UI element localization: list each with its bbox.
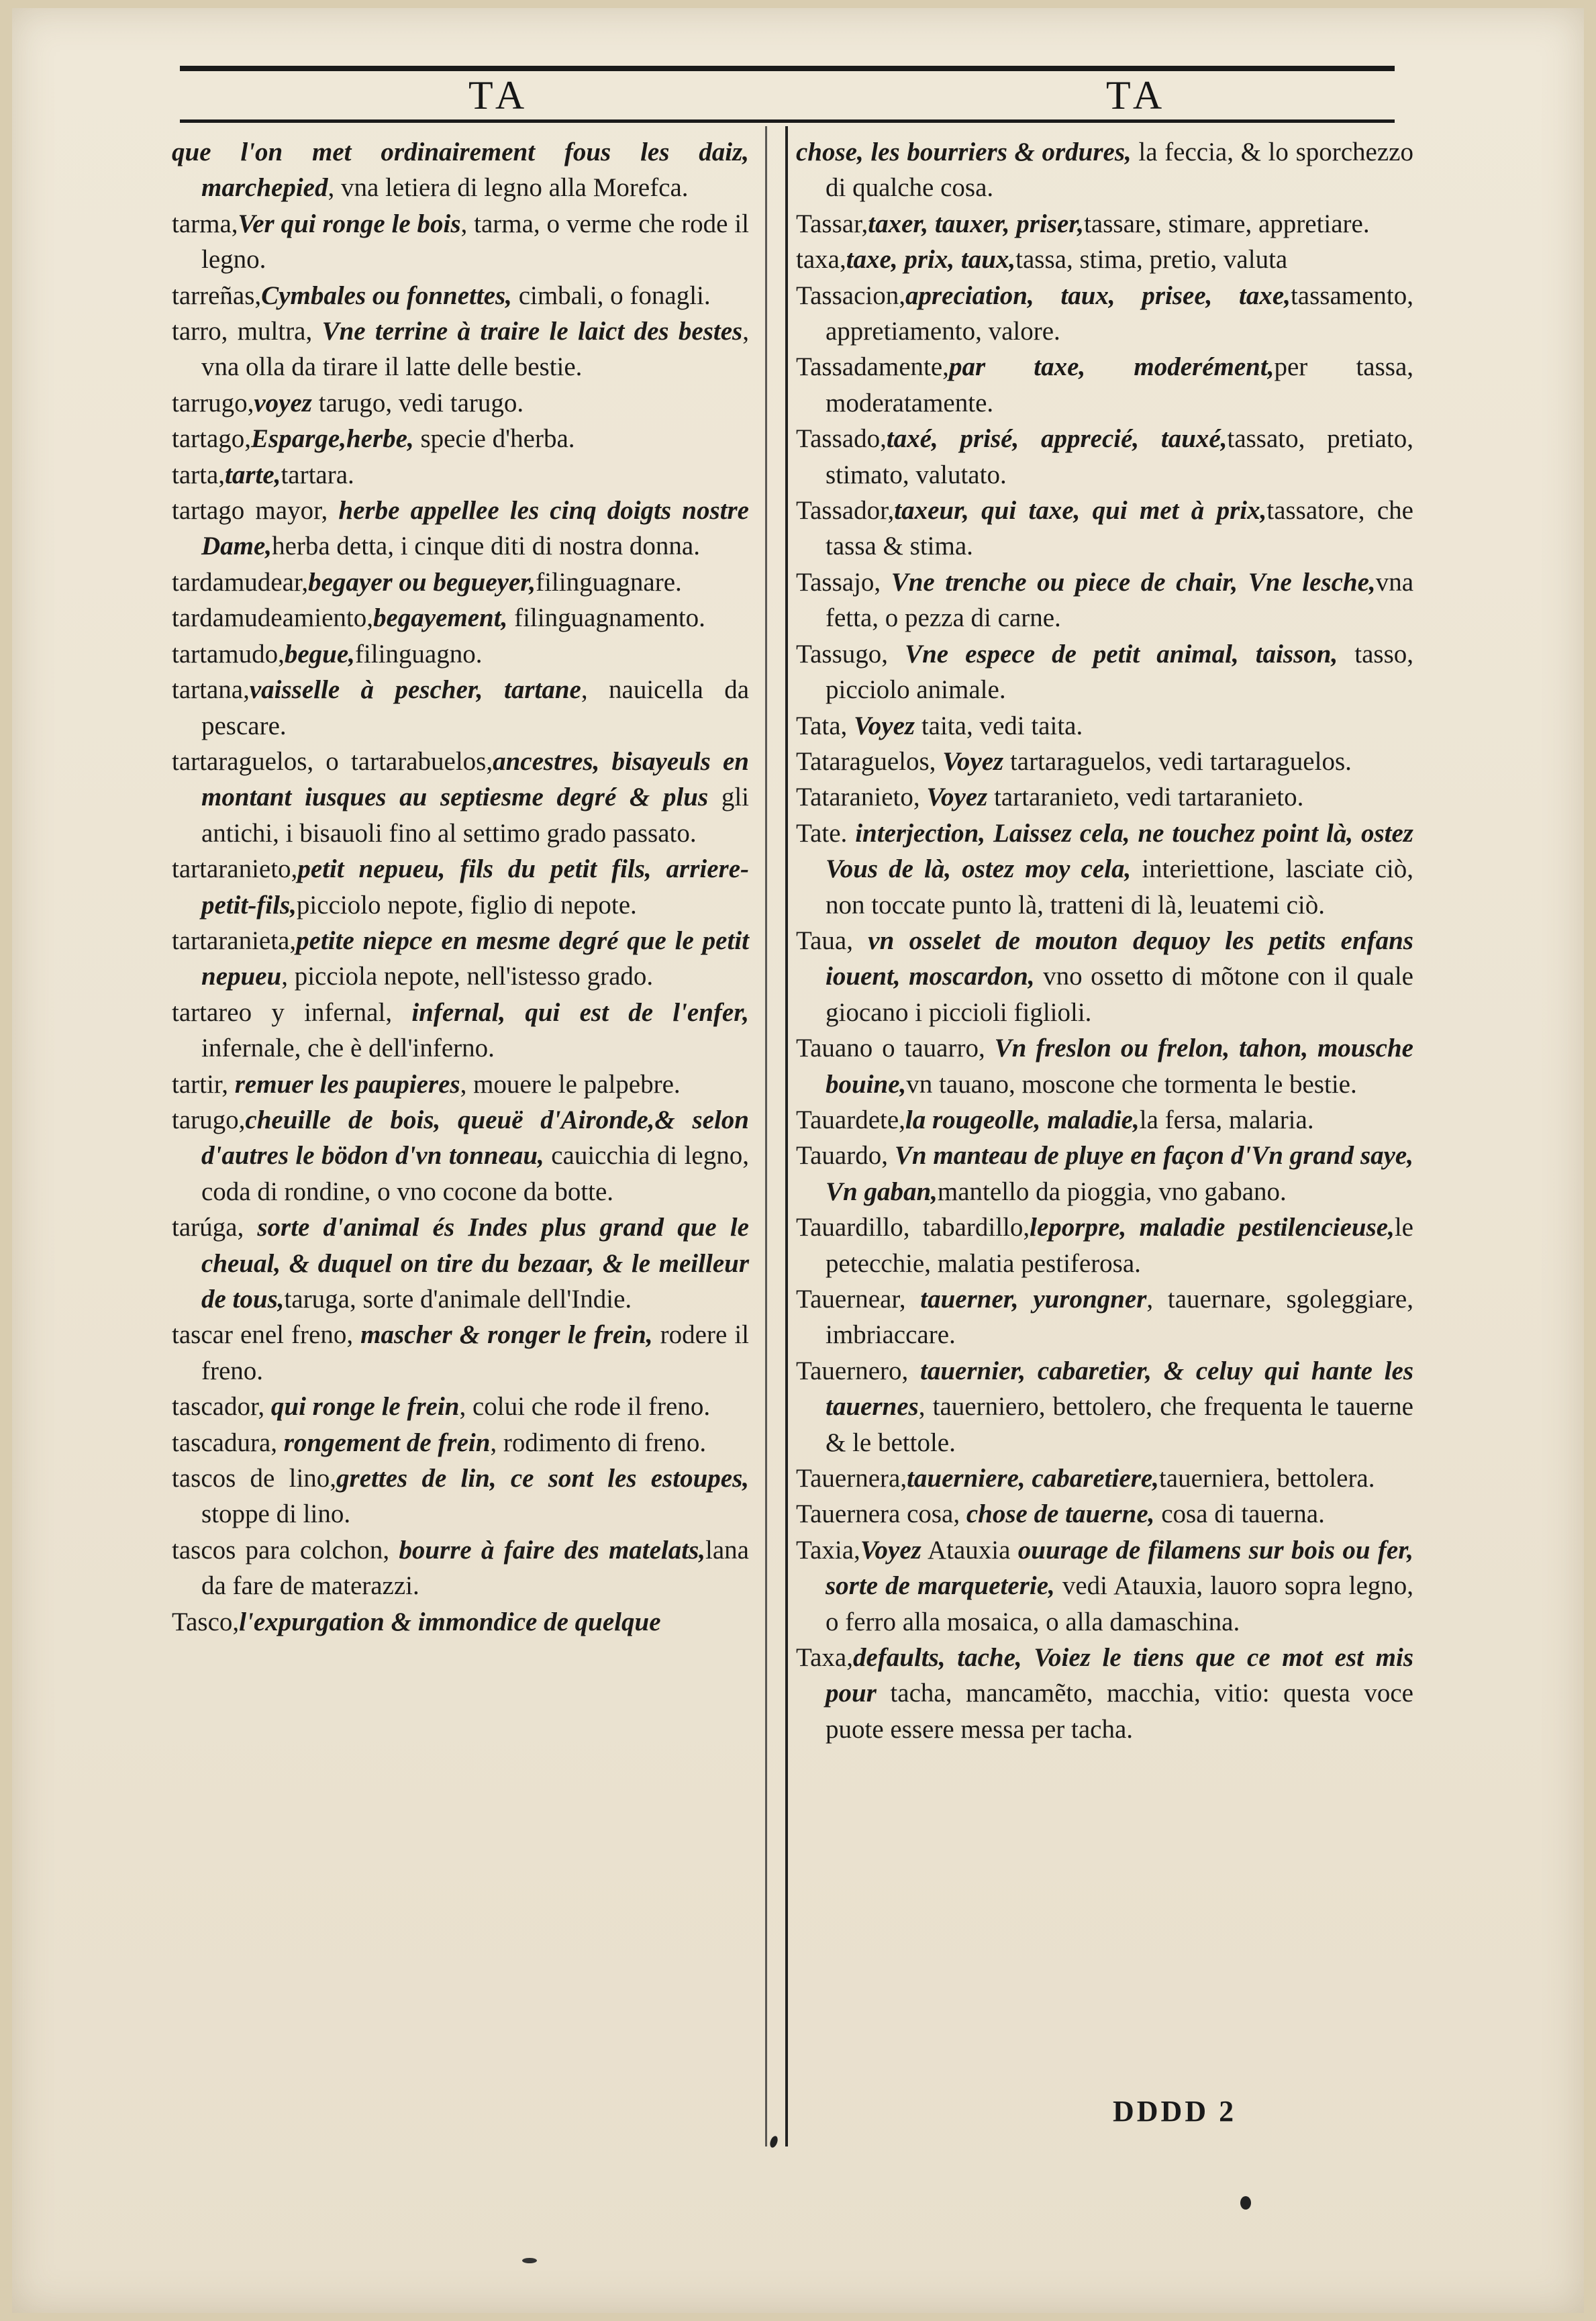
entry-french-gloss: que l'on met ordinairement fous les daiz, marchepied bbox=[172, 138, 749, 203]
dictionary-entry bbox=[796, 636, 1413, 708]
entry-italian-gloss: filinguagnamento. bbox=[507, 603, 705, 633]
entry-headword: Tassugo, bbox=[796, 639, 905, 669]
running-head-right: TA bbox=[1106, 73, 1168, 117]
entry-italian-gloss: filinguagnare. bbox=[536, 567, 682, 597]
dictionary-entry bbox=[172, 672, 749, 744]
entry-italian-gloss: la feccia, & lo sporchezzo di qualche cosa. bbox=[826, 138, 1413, 203]
entry-french-gloss: taxeur, qui taxe, qui met à prix, bbox=[894, 496, 1267, 526]
entry-headword: tascadura, bbox=[172, 1428, 284, 1457]
entry-headword: Tauardo, bbox=[796, 1141, 895, 1171]
dictionary-entry bbox=[796, 349, 1413, 421]
dictionary-entry bbox=[172, 206, 749, 278]
dictionary-entry bbox=[796, 1102, 1413, 1138]
entry-french-gloss: chose de tauerne, bbox=[966, 1499, 1155, 1529]
entry-french-gloss: Vn manteau de pluye en façon d'Vn grand saye, Vn gaban, bbox=[826, 1141, 1413, 1206]
dictionary-entry bbox=[172, 1317, 749, 1389]
entry-french-gloss: tauerner, yurongner bbox=[920, 1285, 1147, 1314]
entry-headword: tarreñas, bbox=[172, 281, 262, 310]
entry-french-gloss: begue, bbox=[284, 639, 355, 669]
dictionary-entry bbox=[172, 995, 749, 1067]
entry-italian-gloss: tartaranieto, vedi tartaranieto. bbox=[987, 783, 1304, 812]
entry-headword: Tassadamente, bbox=[796, 352, 949, 382]
entry-french-gloss: taxé, prisé, apprecié, tauxé, bbox=[886, 424, 1228, 454]
entry-italian-gloss: tassatore, che tassa & stima. bbox=[826, 496, 1413, 561]
entry-french-gloss: apreciation, taux, prisee, taxe, bbox=[905, 281, 1291, 310]
entry-headword: Tata, bbox=[796, 711, 854, 740]
entry-italian-gloss: , tauernare, sgoleggiare, imbriaccare. bbox=[826, 1285, 1413, 1350]
entry-french-gloss: qui ronge le frein bbox=[270, 1392, 460, 1422]
dictionary-entry bbox=[796, 1030, 1413, 1102]
dictionary-entry bbox=[172, 1102, 749, 1209]
entry-italian-gloss: tassamento, appretiamento, valore. bbox=[826, 281, 1413, 346]
dictionary-entry bbox=[796, 134, 1413, 206]
entry-headword: tarro, multra, bbox=[172, 317, 322, 346]
entry-italian-gloss: tauerniera, bettolera. bbox=[1158, 1464, 1375, 1493]
entry-headword: Tauernera cosa, bbox=[796, 1499, 966, 1529]
entry-french-gloss: interjection, Laissez cela, ne touchez point là, ostez Vous de là, ostez moy cela, bbox=[826, 818, 1413, 884]
dictionary-entry bbox=[796, 1461, 1413, 1496]
entry-headword: tartir, bbox=[172, 1069, 235, 1099]
entry-french-gloss: Voyez bbox=[942, 746, 1004, 776]
entry-headword: Taxa, bbox=[796, 1643, 853, 1673]
dictionary-entry bbox=[172, 313, 749, 385]
entry-french-gloss: Esparge,herbe, bbox=[251, 424, 414, 454]
entry-headword: tarta, bbox=[172, 460, 226, 489]
entry-french-gloss: tauerniere, cabaretiere, bbox=[907, 1464, 1159, 1493]
dictionary-entry bbox=[796, 1640, 1413, 1747]
entry-french-gloss: defaults, tache, Voiez le tiens que ce mot est mis pour bbox=[826, 1643, 1413, 1708]
dictionary-entry bbox=[172, 1389, 749, 1424]
entry-french-gloss: Vne terrine à traire le laict des bestes bbox=[321, 317, 743, 346]
entry-french-gloss: vaisselle à pescher, tartane bbox=[249, 675, 581, 705]
entry-headword: tascos para colchon, bbox=[172, 1535, 399, 1565]
entry-headword: tascos de lino, bbox=[172, 1464, 337, 1493]
entry-italian-gloss: vna fetta, o pezza di carne. bbox=[826, 567, 1413, 633]
entry-italian-gloss: tasso, picciolo animale. bbox=[826, 639, 1414, 705]
entry-headword: tartamudo, bbox=[172, 639, 285, 669]
column-divider-inner bbox=[765, 126, 767, 2146]
dictionary-entry bbox=[796, 421, 1413, 493]
entry-headword: tarugo, bbox=[172, 1105, 246, 1134]
dictionary-entry bbox=[796, 278, 1413, 350]
dictionary-entry bbox=[172, 1067, 749, 1102]
dictionary-entry bbox=[796, 1532, 1413, 1640]
dictionary-entry bbox=[796, 744, 1413, 779]
entry-italian-gloss: tartara. bbox=[281, 460, 354, 489]
entry-headword: Tassajo, bbox=[796, 567, 891, 597]
dictionary-entry bbox=[172, 385, 749, 421]
dictionary-entry bbox=[172, 493, 749, 564]
entry-italian-gloss: gli antichi, i bisauoli fino al settimo grado passato. bbox=[201, 783, 749, 848]
entry-italian-gloss: cimbali, o fonagli. bbox=[511, 281, 711, 310]
entry-italian-gloss: taita, vedi taita. bbox=[915, 711, 1083, 740]
dictionary-entry bbox=[796, 564, 1413, 636]
entry-french-gloss: petite niepce en mesme degré que le petit nepueu bbox=[201, 926, 749, 991]
entry-italian-gloss: tarugo, vedi tarugo. bbox=[311, 388, 524, 417]
entry-headword: Tassar, bbox=[796, 209, 868, 238]
entry-french-gloss: Vne espece de petit animal, taisson, bbox=[905, 639, 1338, 669]
entry-italian-gloss: cauicchia di legno, coda di rondine, o vno cocone da botte. bbox=[201, 1141, 749, 1206]
dictionary-entry bbox=[172, 1209, 749, 1317]
entry-italian-gloss: rodere il freno. bbox=[201, 1320, 750, 1385]
entry-headword: Tauardete, bbox=[796, 1105, 905, 1134]
ink-speck bbox=[1240, 2196, 1251, 2210]
entry-italian-gloss: infernale, che è dell'inferno. bbox=[201, 1034, 495, 1063]
entry-french-gloss: cheuille de bois, queuë d'Aironde,& selon d'autres le bödon d'vn tonneau, bbox=[201, 1105, 749, 1171]
entry-headword: tardamudear, bbox=[172, 567, 309, 597]
entry-italian-gloss: tacha, mancamẽto, macchia, vitio: questa voce puote essere messa per tacha. bbox=[826, 1679, 1413, 1744]
entry-italian-gloss: picciolo nepote, figlio di nepote. bbox=[296, 890, 637, 920]
entry-italian-gloss: , tauerniero, bettolero, che frequenta le tauerne & le bettole. bbox=[826, 1392, 1413, 1457]
entry-french-gloss: vn osselet de mouton dequoy les petits enfans iouent, moscardon, bbox=[826, 926, 1413, 991]
entry-headword: tarúga, bbox=[172, 1213, 258, 1242]
dictionary-entry bbox=[172, 1461, 749, 1532]
entry-italian-gloss: , tarma, o verme che rode il legno. bbox=[201, 209, 749, 275]
entry-french-gloss: taxer, tauxer, priser, bbox=[868, 209, 1085, 238]
column-divider bbox=[785, 126, 788, 2146]
entry-french-gloss: Ver qui ronge le bois bbox=[238, 209, 461, 238]
ink-speck bbox=[768, 2135, 779, 2149]
entry-headword: Tauano o tauarro, bbox=[796, 1034, 995, 1063]
entry-headword: tascar enel freno, bbox=[172, 1320, 361, 1350]
header-rule-bottom bbox=[180, 119, 1395, 123]
entry-french-gloss: Voyez bbox=[860, 1535, 921, 1565]
entry-italian-gloss: Atauxia bbox=[921, 1535, 1018, 1565]
entry-headword: tartareo y infernal, bbox=[172, 997, 412, 1027]
running-head-left: TA bbox=[468, 73, 530, 117]
entry-italian-gloss: , mouere le palpebre. bbox=[460, 1069, 681, 1099]
entry-italian-gloss: filinguagno. bbox=[354, 639, 483, 669]
right-column bbox=[796, 134, 1413, 1747]
entry-headword: Taxia, bbox=[796, 1535, 860, 1565]
entry-italian-gloss: vno ossetto di mõtone con il quale giocano i piccioli figlioli. bbox=[826, 962, 1413, 1027]
entry-french-gloss: tauernier, cabaretier, & celuy qui hante les tauernes bbox=[826, 1356, 1413, 1422]
entry-italian-gloss: tassa, stima, pretio, valuta bbox=[1015, 245, 1288, 275]
entry-french-gloss: begayer ou begueyer, bbox=[308, 567, 536, 597]
dictionary-entry bbox=[796, 816, 1413, 923]
entry-french-gloss: Voyez bbox=[926, 783, 988, 812]
entry-french-gloss: bourre à faire des matelats, bbox=[399, 1535, 706, 1565]
entry-french-gloss: Vne trenche ou piece de chair, Vne lesche, bbox=[891, 567, 1376, 597]
dictionary-entry bbox=[172, 278, 749, 313]
entry-french-gloss: taxe, prix, taux, bbox=[846, 245, 1016, 275]
dictionary-entry bbox=[796, 493, 1413, 564]
entry-french-gloss: voyez bbox=[254, 388, 312, 417]
entry-italian-gloss: vedi Atauxia, lauoro sopra legno, o ferro alla mosaica, o alla damaschina. bbox=[826, 1571, 1414, 1636]
entry-headword: Tataraguelos, bbox=[796, 746, 943, 776]
entry-italian-gloss: le petecchie, malatia pestiferosa. bbox=[826, 1213, 1413, 1278]
entry-french-gloss: mascher & ronger le frein, bbox=[360, 1320, 653, 1350]
dictionary-entry bbox=[796, 779, 1413, 815]
entry-french-gloss: tarte, bbox=[225, 460, 281, 489]
entry-french-gloss: grettes de lin, ce sont les estoupes, bbox=[336, 1464, 749, 1493]
entry-headword: tartago mayor, bbox=[172, 496, 339, 526]
entry-french-gloss: ouurage de filamens sur bois ou fer, sorte de marqueterie, bbox=[826, 1535, 1413, 1601]
dictionary-entry bbox=[796, 923, 1413, 1030]
entry-french-gloss: leporpre, maladie pestilencieuse, bbox=[1030, 1213, 1395, 1242]
ink-speck bbox=[522, 2258, 537, 2263]
entry-italian-gloss: tassato, pretiato, stimato, valutato. bbox=[826, 424, 1413, 489]
entry-italian-gloss: vn tauano, moscone che tormenta le bestie. bbox=[906, 1069, 1357, 1099]
entry-french-gloss: Vn freslon ou frelon, tahon, mousche bouine, bbox=[826, 1034, 1413, 1099]
dictionary-entry bbox=[796, 1281, 1413, 1353]
entry-headword: tartana, bbox=[172, 675, 250, 705]
entry-italian-gloss: , colui che rode il freno. bbox=[459, 1392, 711, 1422]
entry-french-gloss: petit nepueu, fils du petit fils, arriere-petit-fils, bbox=[201, 854, 749, 920]
entry-headword: tartaranieta, bbox=[172, 926, 297, 955]
entry-italian-gloss: specie d'herba. bbox=[413, 424, 575, 454]
dictionary-entry bbox=[796, 242, 1413, 277]
entry-french-gloss: sorte d'animal és Indes plus grand que le cheual, & duquel on tire du bezaar, & le meilleur de tous, bbox=[201, 1213, 749, 1314]
entry-headword: Tauardillo, tabardillo, bbox=[796, 1213, 1030, 1242]
dictionary-entry bbox=[172, 923, 749, 995]
entry-italian-gloss: , vna letiera di legno alla Morefca. bbox=[328, 173, 689, 203]
entry-french-gloss: Cymbales ou fonnettes, bbox=[261, 281, 512, 310]
entry-headword: tarrugo, bbox=[172, 388, 254, 417]
entry-italian-gloss: cosa di tauerna. bbox=[1154, 1499, 1325, 1529]
entry-french-gloss: la rougeolle, maladie, bbox=[905, 1105, 1140, 1134]
dictionary-entry bbox=[172, 564, 749, 600]
dictionary-page bbox=[12, 8, 1584, 2313]
entry-headword: Tasco, bbox=[172, 1607, 240, 1636]
entry-headword: tartago, bbox=[172, 424, 252, 454]
entry-italian-gloss: , nauicella da pescare. bbox=[201, 675, 750, 740]
entry-french-gloss: infernal, qui est de l'enfer, bbox=[411, 997, 749, 1027]
entry-headword: Tassado, bbox=[796, 424, 887, 454]
entry-italian-gloss: stoppe di lino. bbox=[201, 1499, 351, 1529]
dictionary-entry bbox=[172, 1532, 749, 1604]
entry-italian-gloss: herba detta, i cinque diti di nostra donna. bbox=[272, 532, 700, 561]
entry-french-gloss: begayement, bbox=[372, 603, 508, 633]
dictionary-entry bbox=[796, 1138, 1413, 1209]
entry-italian-gloss: tartaraguelos, vedi tartaraguelos. bbox=[1003, 746, 1352, 776]
dictionary-entry bbox=[796, 1209, 1413, 1281]
dictionary-entry bbox=[796, 1496, 1413, 1532]
dictionary-entry bbox=[796, 1353, 1413, 1461]
dictionary-entry bbox=[172, 744, 749, 851]
entry-french-gloss: Voyez bbox=[854, 711, 915, 740]
entry-headword: tarma, bbox=[172, 209, 238, 238]
dictionary-entry bbox=[796, 206, 1413, 242]
entry-headword: Tauernear, bbox=[796, 1285, 921, 1314]
dictionary-entry bbox=[172, 600, 749, 636]
entry-headword: tardamudeamiento, bbox=[172, 603, 373, 633]
entry-italian-gloss: interiettione, lasciate ciò, non toccate punto là, tratteni di là, leuatemi ciò. bbox=[826, 854, 1413, 920]
entry-italian-gloss: taruga, sorte d'animale dell'Indie. bbox=[284, 1285, 632, 1314]
entry-headword: tartaraguelos, o tartarabuelos, bbox=[172, 746, 493, 776]
left-column bbox=[172, 134, 749, 1640]
entry-italian-gloss: la fersa, malaria. bbox=[1139, 1105, 1314, 1134]
dictionary-entry bbox=[172, 1425, 749, 1461]
entry-headword: taxa, bbox=[796, 245, 846, 275]
entry-french-gloss: ancestres, bisayeuls en montant iusques au septiesme degré & plus bbox=[201, 746, 749, 812]
entry-headword: Tassador, bbox=[796, 496, 895, 526]
entry-italian-gloss: tassare, stimare, appretiare. bbox=[1084, 209, 1370, 238]
entry-french-gloss: par taxe, moderément, bbox=[948, 352, 1275, 382]
entry-italian-gloss: , picciola nepote, nell'istesso grado. bbox=[281, 962, 654, 991]
dictionary-entry bbox=[172, 421, 749, 456]
entry-french-gloss: l'expurgation & immondice de quelque bbox=[239, 1607, 661, 1636]
entry-headword: Tauernera, bbox=[796, 1464, 907, 1493]
dictionary-entry bbox=[172, 457, 749, 493]
entry-italian-gloss: mantello da pioggia, vno gabano. bbox=[937, 1177, 1287, 1206]
entry-italian-gloss: per tassa, moderatamente. bbox=[826, 352, 1413, 417]
dictionary-entry bbox=[172, 1604, 749, 1640]
entry-headword: Tassacion, bbox=[796, 281, 905, 310]
entry-headword: Taua, bbox=[796, 926, 868, 955]
dictionary-entry bbox=[172, 851, 749, 923]
entry-headword: tascador, bbox=[172, 1392, 271, 1422]
entry-headword: Tate. bbox=[796, 818, 856, 848]
entry-italian-gloss: , vna olla da tirare il latte delle bestie. bbox=[201, 317, 749, 382]
entry-french-gloss: rongement de frein bbox=[283, 1428, 491, 1457]
entry-italian-gloss: , rodimento di freno. bbox=[490, 1428, 707, 1457]
dictionary-entry bbox=[172, 636, 749, 672]
entry-headword: Tataranieto, bbox=[796, 783, 927, 812]
dictionary-entry bbox=[796, 708, 1413, 744]
entry-headword: Tauernero, bbox=[796, 1356, 921, 1385]
signature-mark: DDDD 2 bbox=[1113, 2095, 1237, 2128]
entry-headword: tartaranieto, bbox=[172, 854, 298, 884]
entry-french-gloss: chose, les bourriers & ordures, bbox=[796, 138, 1132, 166]
dictionary-entry bbox=[172, 134, 749, 206]
header-rule-top bbox=[180, 66, 1395, 71]
entry-french-gloss: herbe appellee les cinq doigts nostre Dame, bbox=[201, 496, 749, 561]
entry-italian-gloss: lana da fare de materazzi. bbox=[201, 1535, 749, 1601]
entry-french-gloss: remuer les paupieres bbox=[234, 1069, 460, 1099]
